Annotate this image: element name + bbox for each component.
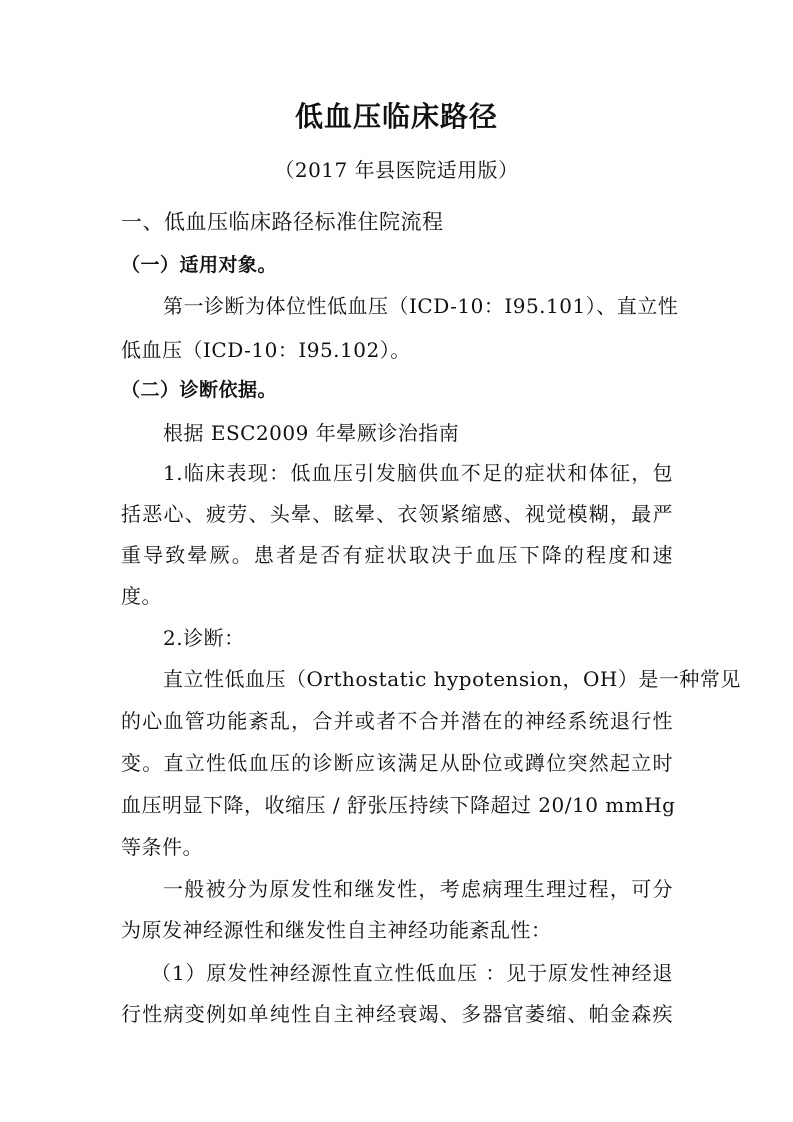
subsection-heading: （一）适用对象。 [121, 254, 278, 276]
paragraph-line: 括恶心、疲劳、头晕、眩晕、衣领紧缩感、视觉模糊，最严 [121, 502, 673, 526]
paragraph-line: （1）原发性神经源性直立性低血压 ：见于原发性神经退 [151, 961, 673, 985]
paragraph-line: 2.诊断： [163, 626, 245, 650]
section-heading: 一、低血压临床路径标准住院流程 [121, 210, 444, 234]
paragraph-line: 1.临床表现：低血压引发脑供血不足的症状和体征，包 [163, 461, 673, 485]
paragraph-line: 根据 ESC2009 年晕厥诊治指南 [163, 421, 460, 445]
document-title: 低血压临床路径 [294, 100, 498, 133]
paragraph-line: 的心血管功能紊乱，合并或者不合并潜在的神经系统退行性 [121, 709, 673, 733]
document-subtitle: （2017 年县医院适用版） [274, 158, 519, 182]
paragraph-line: 变。直立性低血压的诊断应该满足从卧位或蹲位突然起立时 [121, 751, 673, 775]
paragraph-line: 血压明显下降，收缩压 / 舒张压持续下降超过 20/10 mmHg [121, 793, 676, 817]
paragraph-line: 一般被分为原发性和继发性，考虑病理生理过程，可分 [163, 877, 673, 901]
paragraph-line: 等条件。 [121, 835, 203, 859]
paragraph-line: 重导致晕厥。患者是否有症状取决于血压下降的程度和速 [121, 543, 673, 567]
subsection-heading: （二）诊断依据。 [121, 379, 278, 401]
paragraph-line: 低血压（ICD-10：I95.102）。 [121, 338, 411, 362]
paragraph-line: 度。 [121, 584, 162, 608]
paragraph-line: 直立性低血压（Orthostatic hypotension，OH）是一种常见 [163, 667, 741, 691]
paragraph-line: 第一诊断为体位性低血压（ICD-10：I95.101）、直立性 [163, 294, 679, 318]
paragraph-line: 为原发神经源性和继发性自主神经功能紊乱性： [121, 918, 552, 942]
paragraph-line: 行性病变例如单纯性自主神经衰竭、多器官萎缩、帕金森疾 [121, 1002, 673, 1026]
